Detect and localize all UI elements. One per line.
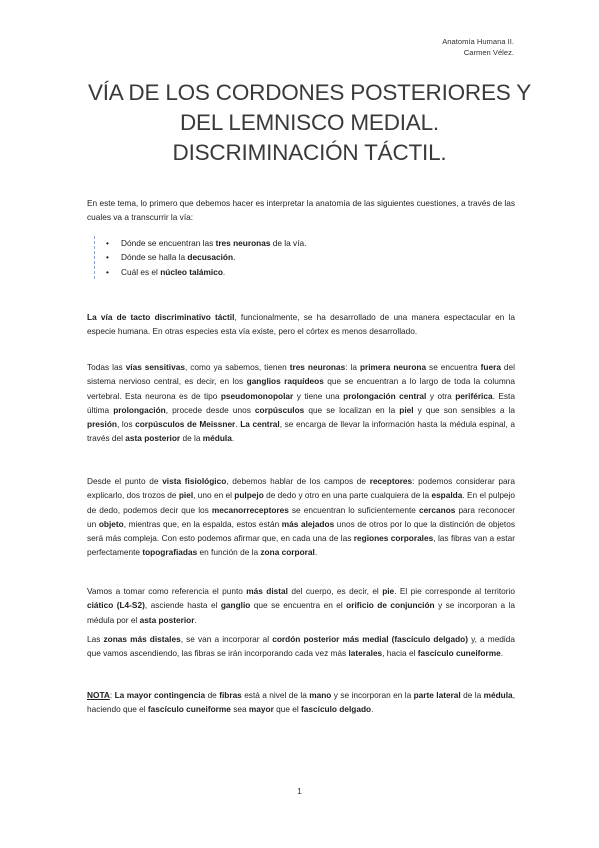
text: . bbox=[235, 419, 241, 430]
text: que se encuentra en el bbox=[250, 600, 347, 611]
text: se encuentra bbox=[426, 362, 481, 372]
text: que se localizan en la bbox=[304, 404, 400, 415]
list-text: . bbox=[233, 252, 236, 263]
list-text: Dónde se encuentran las bbox=[121, 238, 216, 248]
text: de bbox=[205, 690, 220, 700]
note-label: NOTA bbox=[87, 690, 110, 700]
bold-text: orificio de conjunción bbox=[346, 600, 435, 611]
bold-text: piel bbox=[178, 490, 194, 501]
bold-text: parte lateral bbox=[413, 690, 461, 700]
paragraph-note bbox=[87, 688, 515, 717]
bold-text: La vía de tacto discriminativo táctil bbox=[87, 312, 235, 322]
bold-text: objeto bbox=[98, 518, 124, 529]
text: y que son sensibles a la bbox=[413, 404, 515, 415]
bold-text: regiones corporales bbox=[353, 533, 434, 544]
text: : la bbox=[345, 362, 360, 372]
list-bold: núcleo talámico bbox=[160, 266, 223, 277]
bold-text: asta posterior bbox=[139, 614, 195, 625]
page-number: 1 bbox=[297, 786, 302, 796]
list-text: . bbox=[222, 266, 226, 277]
list-text: Dónde se halla la bbox=[121, 252, 188, 263]
list-item bbox=[103, 250, 306, 264]
bold-text: fuera bbox=[480, 362, 501, 372]
text: está a nivel de la bbox=[241, 690, 310, 700]
paragraph-4 bbox=[87, 584, 515, 627]
text: , se van a incorporar al bbox=[180, 634, 273, 644]
bold-text: La mayor contingencia bbox=[114, 690, 206, 700]
bold-text: ganglio bbox=[220, 600, 251, 611]
text: . bbox=[194, 614, 197, 625]
text: y se incorporan a la médula por el bbox=[87, 600, 515, 625]
bold-text: tres neuronas bbox=[289, 362, 346, 372]
bold-text: topografiadas bbox=[142, 547, 198, 558]
list-text: Cuál es el bbox=[121, 266, 161, 277]
bold-text: piel bbox=[399, 404, 414, 415]
document-title bbox=[60, 78, 559, 168]
text: , se encarga de llevar la información hasta la médula espinal, a través del bbox=[87, 419, 515, 444]
list-item bbox=[103, 265, 306, 279]
bold-text: más alejados bbox=[281, 518, 335, 529]
bold-text: primera neurona bbox=[359, 362, 427, 372]
bold-text: zonas más distales bbox=[103, 634, 181, 644]
page-header bbox=[442, 36, 514, 58]
bold-text: más distal bbox=[246, 586, 288, 596]
bold-text: prolongación central bbox=[343, 390, 427, 401]
bold-text: corpúsculos de Meissner bbox=[135, 419, 236, 430]
bullet-icon: • bbox=[106, 252, 109, 263]
bold-text: médula bbox=[202, 433, 232, 444]
text: , haciendo que el bbox=[87, 690, 515, 715]
title-line-3: DISCRIMINACIÓN TÁCTIL. bbox=[172, 140, 447, 165]
text: , como ya sabemos, tienen bbox=[184, 362, 290, 372]
paragraph-2 bbox=[87, 360, 515, 446]
text: y otra bbox=[426, 390, 456, 401]
list-text: de la vía. bbox=[270, 238, 307, 248]
text: , procede desde unos bbox=[165, 404, 255, 415]
bullet-icon: • bbox=[106, 266, 109, 277]
bold-text: prolongación bbox=[113, 404, 166, 415]
text: sea bbox=[230, 704, 249, 715]
bold-text: pulpejo bbox=[234, 490, 264, 501]
list-item bbox=[103, 236, 306, 250]
text: : bbox=[109, 690, 115, 700]
bold-text: médula bbox=[483, 690, 513, 700]
bold-text: periférica bbox=[455, 390, 493, 401]
intro-paragraph bbox=[87, 196, 515, 225]
bold-text: fascículo cuneiforme bbox=[147, 704, 231, 715]
text: y se incorporan en la bbox=[331, 690, 414, 700]
text: de la bbox=[180, 433, 203, 444]
text: de la bbox=[460, 690, 484, 700]
text: . bbox=[371, 704, 374, 715]
bold-text: cercanos bbox=[418, 504, 456, 515]
text: , mientras que, en la espalda, estos están bbox=[123, 518, 282, 529]
bold-text: mecanorreceptores bbox=[211, 504, 289, 515]
bold-text: vista fisiológico bbox=[162, 476, 227, 486]
text: , debemos hablar de los campos de bbox=[226, 476, 370, 486]
bold-text: laterales bbox=[348, 648, 383, 659]
bold-text: ganglios raquídeos bbox=[246, 376, 324, 387]
list-bold: decusación bbox=[187, 252, 234, 263]
text: . bbox=[231, 433, 235, 444]
header-subject: Anatomía Humana II. bbox=[442, 37, 514, 46]
text: . El pie corresponde al territorio bbox=[394, 586, 515, 596]
text: Vamos a tomar como referencia el punto bbox=[87, 586, 247, 596]
text: , uno en el bbox=[193, 490, 235, 501]
text: : podemos considerar para explicarlo, dos trozos de bbox=[87, 476, 515, 501]
text: en función de la bbox=[197, 547, 261, 558]
text: y tiene una bbox=[293, 390, 344, 401]
text: . bbox=[314, 547, 318, 558]
text: , hacia el bbox=[382, 648, 418, 659]
bold-text: zona corporal bbox=[260, 547, 315, 558]
bold-text: receptores bbox=[369, 476, 413, 486]
paragraph-3 bbox=[87, 474, 515, 560]
text: . Esta última bbox=[87, 390, 515, 415]
text: Todas las bbox=[87, 362, 126, 372]
text: Desde el punto de bbox=[87, 476, 163, 486]
bold-text: pie bbox=[382, 586, 395, 596]
paragraph-5 bbox=[87, 632, 515, 661]
bold-text: asta posterior bbox=[125, 433, 181, 444]
text: del cuerpo, es decir, el bbox=[287, 586, 383, 596]
bold-text: vías sensitivas bbox=[125, 362, 185, 372]
title-line-2: DEL LEMNISCO MEDIAL. bbox=[180, 110, 439, 135]
bold-text: espalda bbox=[431, 490, 463, 501]
title-line-1: VÍA DE LOS CORDONES POSTERIORES Y bbox=[87, 80, 532, 105]
text: , las fibras van a estar perfectamente bbox=[87, 533, 515, 558]
bold-text: cordón posterior más medial (fascículo delgado) bbox=[272, 634, 469, 644]
text: que el bbox=[273, 704, 302, 715]
paragraph-1 bbox=[87, 310, 515, 339]
text: , asciende hasta el bbox=[144, 600, 221, 611]
bold-text: fascículo cuneiforme bbox=[417, 648, 501, 659]
text: de dedo y otro en una parte cualquiera de la bbox=[263, 490, 432, 501]
intro-text: En este tema, lo primero que debemos hacer es interpretar la anatomía de las siguientes cuestiones, a través de las cuales va a transcurrir la vía: bbox=[87, 198, 515, 223]
bold-text: fibras bbox=[219, 690, 242, 700]
bold-text: presión bbox=[87, 419, 117, 430]
header-author: Carmen Vélez. bbox=[463, 48, 514, 57]
text: del sistema nervioso central, es decir, en los bbox=[87, 362, 515, 387]
bold-text: mano bbox=[309, 690, 332, 700]
bold-text: La central bbox=[240, 419, 280, 430]
text: , funcionalmente, se ha desarrollado de una manera espectacular en la especie humana. En otras especies esta vía existe, pero el córtex es menos desarrollado. bbox=[87, 312, 515, 337]
text: . bbox=[500, 648, 504, 659]
text: unos de otros por lo que la distinción de objetos será más compleja. Con esto podemos afirmar que, en cada una de las bbox=[87, 518, 515, 544]
text: para reconocer un bbox=[87, 504, 515, 529]
text: se encuentran lo suficientemente bbox=[288, 504, 419, 515]
list-bold: tres neuronas bbox=[215, 238, 271, 248]
topic-list bbox=[94, 236, 306, 279]
bold-text: corpúsculos bbox=[254, 404, 305, 415]
bold-text: pseudomonopolar bbox=[220, 390, 294, 401]
text: que se encuentran a lo largo de toda la columna vertebral. Esta neurona es de tipo bbox=[87, 376, 516, 401]
text: y, a medida que vamos ascendiendo, las fibras se irán incorporando cada vez más bbox=[87, 634, 515, 659]
bold-text: fascículo delgado bbox=[301, 704, 372, 715]
bold-text: ciático (L4-S2) bbox=[87, 600, 145, 611]
bullet-icon: • bbox=[106, 238, 109, 248]
text: . En el pulpejo de dedo, podemos decir que los bbox=[87, 490, 515, 515]
text: , los bbox=[116, 419, 136, 430]
text: Las bbox=[87, 634, 104, 644]
bold-text: mayor bbox=[248, 704, 274, 715]
